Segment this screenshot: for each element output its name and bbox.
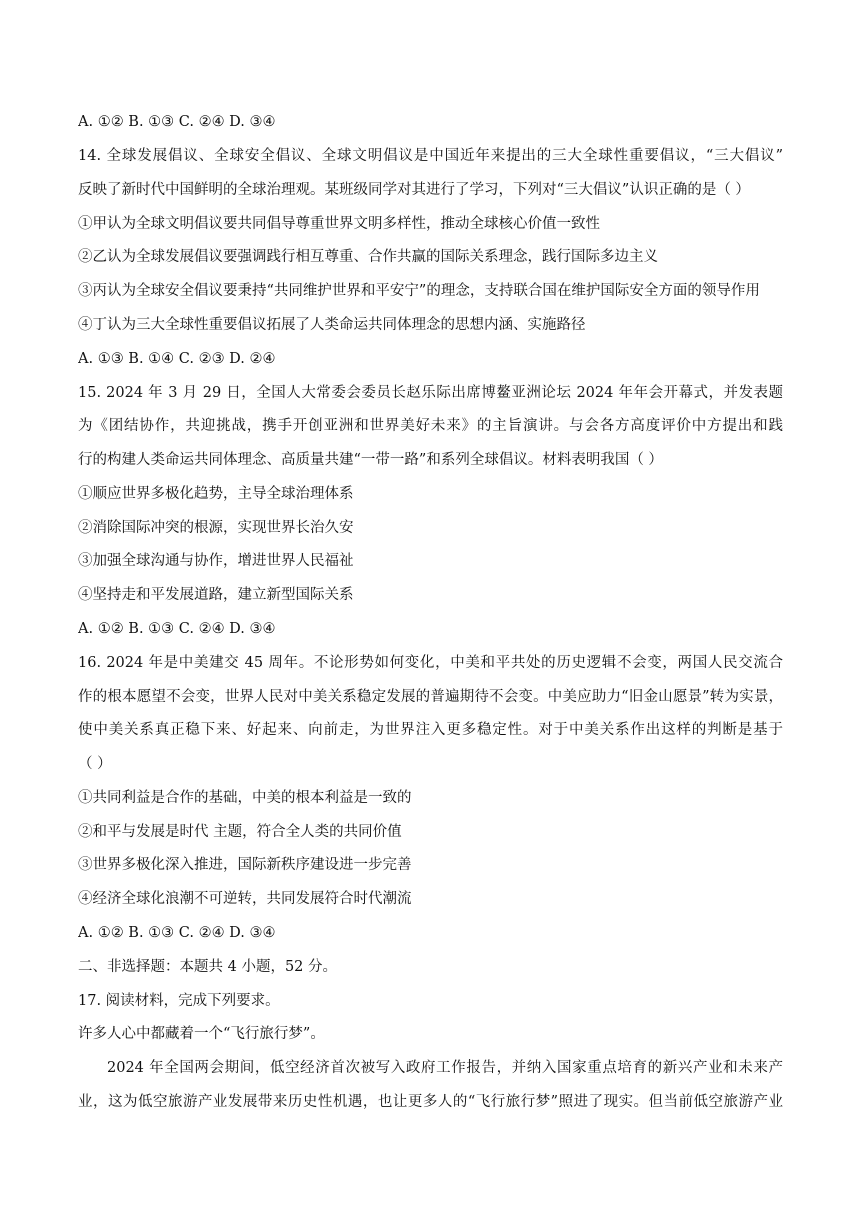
q15-stem-line-3: 行的构建人类命运共同体理念、高质量共建“一带一路”和系列全球倡议。材料表明我国（ ） (78, 452, 663, 468)
q16-option-1: ①共同利益是合作的基础，中美的根本利益是一致的 (78, 790, 412, 806)
q16-stem-line-2: 作的根本愿望不会变，世界人民对中美关系稳定发展的普遍期待不会变。中美应助力“旧金山愿景”转为实景， (78, 689, 783, 705)
q16-stem-line-3: 使中美关系真正稳下来、好起来、向前走，为世界注入更多稳定性。对于中美关系作出这样的判断是基于 (78, 722, 783, 738)
q16-option-3: ③世界多极化深入推进，国际新秩序建设进一步完善 (78, 857, 412, 873)
q16-option-2: ②和平与发展是时代 主题，符合全人类的共同价值 (78, 824, 402, 840)
q14-answer-options: A. ①③ B. ①④ C. ②③ D. ②④ (78, 351, 276, 367)
q17-instruction: 17. 阅读材料，完成下列要求。 (78, 993, 280, 1009)
q17-material-title: 许多人心中都藏着一个“飞行旅行梦”。 (78, 1026, 325, 1042)
q17-material-line-1: 2024 年全国两会期间，低空经济首次被写入政府工作报告，并纳入国家重点培育的新兴产业和未来产 (107, 1060, 783, 1076)
q17-material-line-2: 业，这为低空旅游产业发展带来历史性机遇，也让更多人的“飞行旅行梦”照进了现实。但当前低空旅游产业 (78, 1094, 783, 1110)
q15-stem-line-2: 为《团结协作，共迎挑战，携手开创亚洲和世界美好未来》的主旨演讲。与会各方高度评价中方提出和践 (78, 418, 783, 434)
q14-option-4: ④丁认为三大全球性重要倡议拓展了人类命运共同体理念的思想内涵、实施路径 (78, 317, 586, 333)
q14-option-2: ②乙认为全球发展倡议要强调践行相互尊重、合作共赢的国际关系理念，践行国际多边主义 (78, 249, 658, 265)
q14-option-3: ③丙认为全球安全倡议要秉持“共同维护世界和平安宁”的理念，支持联合国在维护国际安全方面的领导作用 (78, 283, 760, 299)
q15-option-3: ③加强全球沟通与协作，增进世界人民福祉 (78, 553, 354, 569)
q13-answer-options: A. ①② B. ①③ C. ②④ D. ③④ (78, 114, 276, 130)
q16-option-4: ④经济全球化浪潮不可逆转，共同发展符合时代潮流 (78, 891, 412, 907)
q16-answer-options: A. ①② B. ①③ C. ②④ D. ③④ (78, 925, 276, 941)
q15-option-2: ②消除国际冲突的根源，实现世界长治久安 (78, 520, 354, 536)
section-heading: 二、非选择题：本题共 4 小题，52 分。 (78, 959, 338, 975)
q15-option-4: ④坚持走和平发展道路，建立新型国际关系 (78, 587, 354, 603)
q15-stem-line-1: 15. 2024 年 3 月 29 日，全国人大常委会委员长赵乐际出席博鳌亚洲论坛 2024 年年会开幕式，并发表题 (78, 385, 783, 401)
q14-stem-line-2: 反映了新时代中国鲜明的全球治理观。某班级同学对其进行了学习，下列对“三大倡议”认识正确的是（ ） (78, 182, 750, 198)
q16-stem-line-1: 16. 2024 年是中美建交 45 周年。不论形势如何变化，中美和平共处的历史逻辑不会变，两国人民交流合 (78, 655, 783, 671)
q15-option-1: ①顺应世界多极化趋势，主导全球治理体系 (78, 486, 354, 502)
q14-option-1: ①甲认为全球文明倡议要共同倡导尊重世界文明多样性，推动全球核心价值一致性 (78, 216, 600, 232)
q15-answer-options: A. ①② B. ①③ C. ②④ D. ③④ (78, 621, 276, 637)
q16-stem-line-4: （ ） (78, 756, 112, 772)
q14-stem-line-1: 14. 全球发展倡议、全球安全倡议、全球文明倡议是中国近年来提出的三大全球性重要倡议，“三大倡议” (78, 148, 783, 164)
